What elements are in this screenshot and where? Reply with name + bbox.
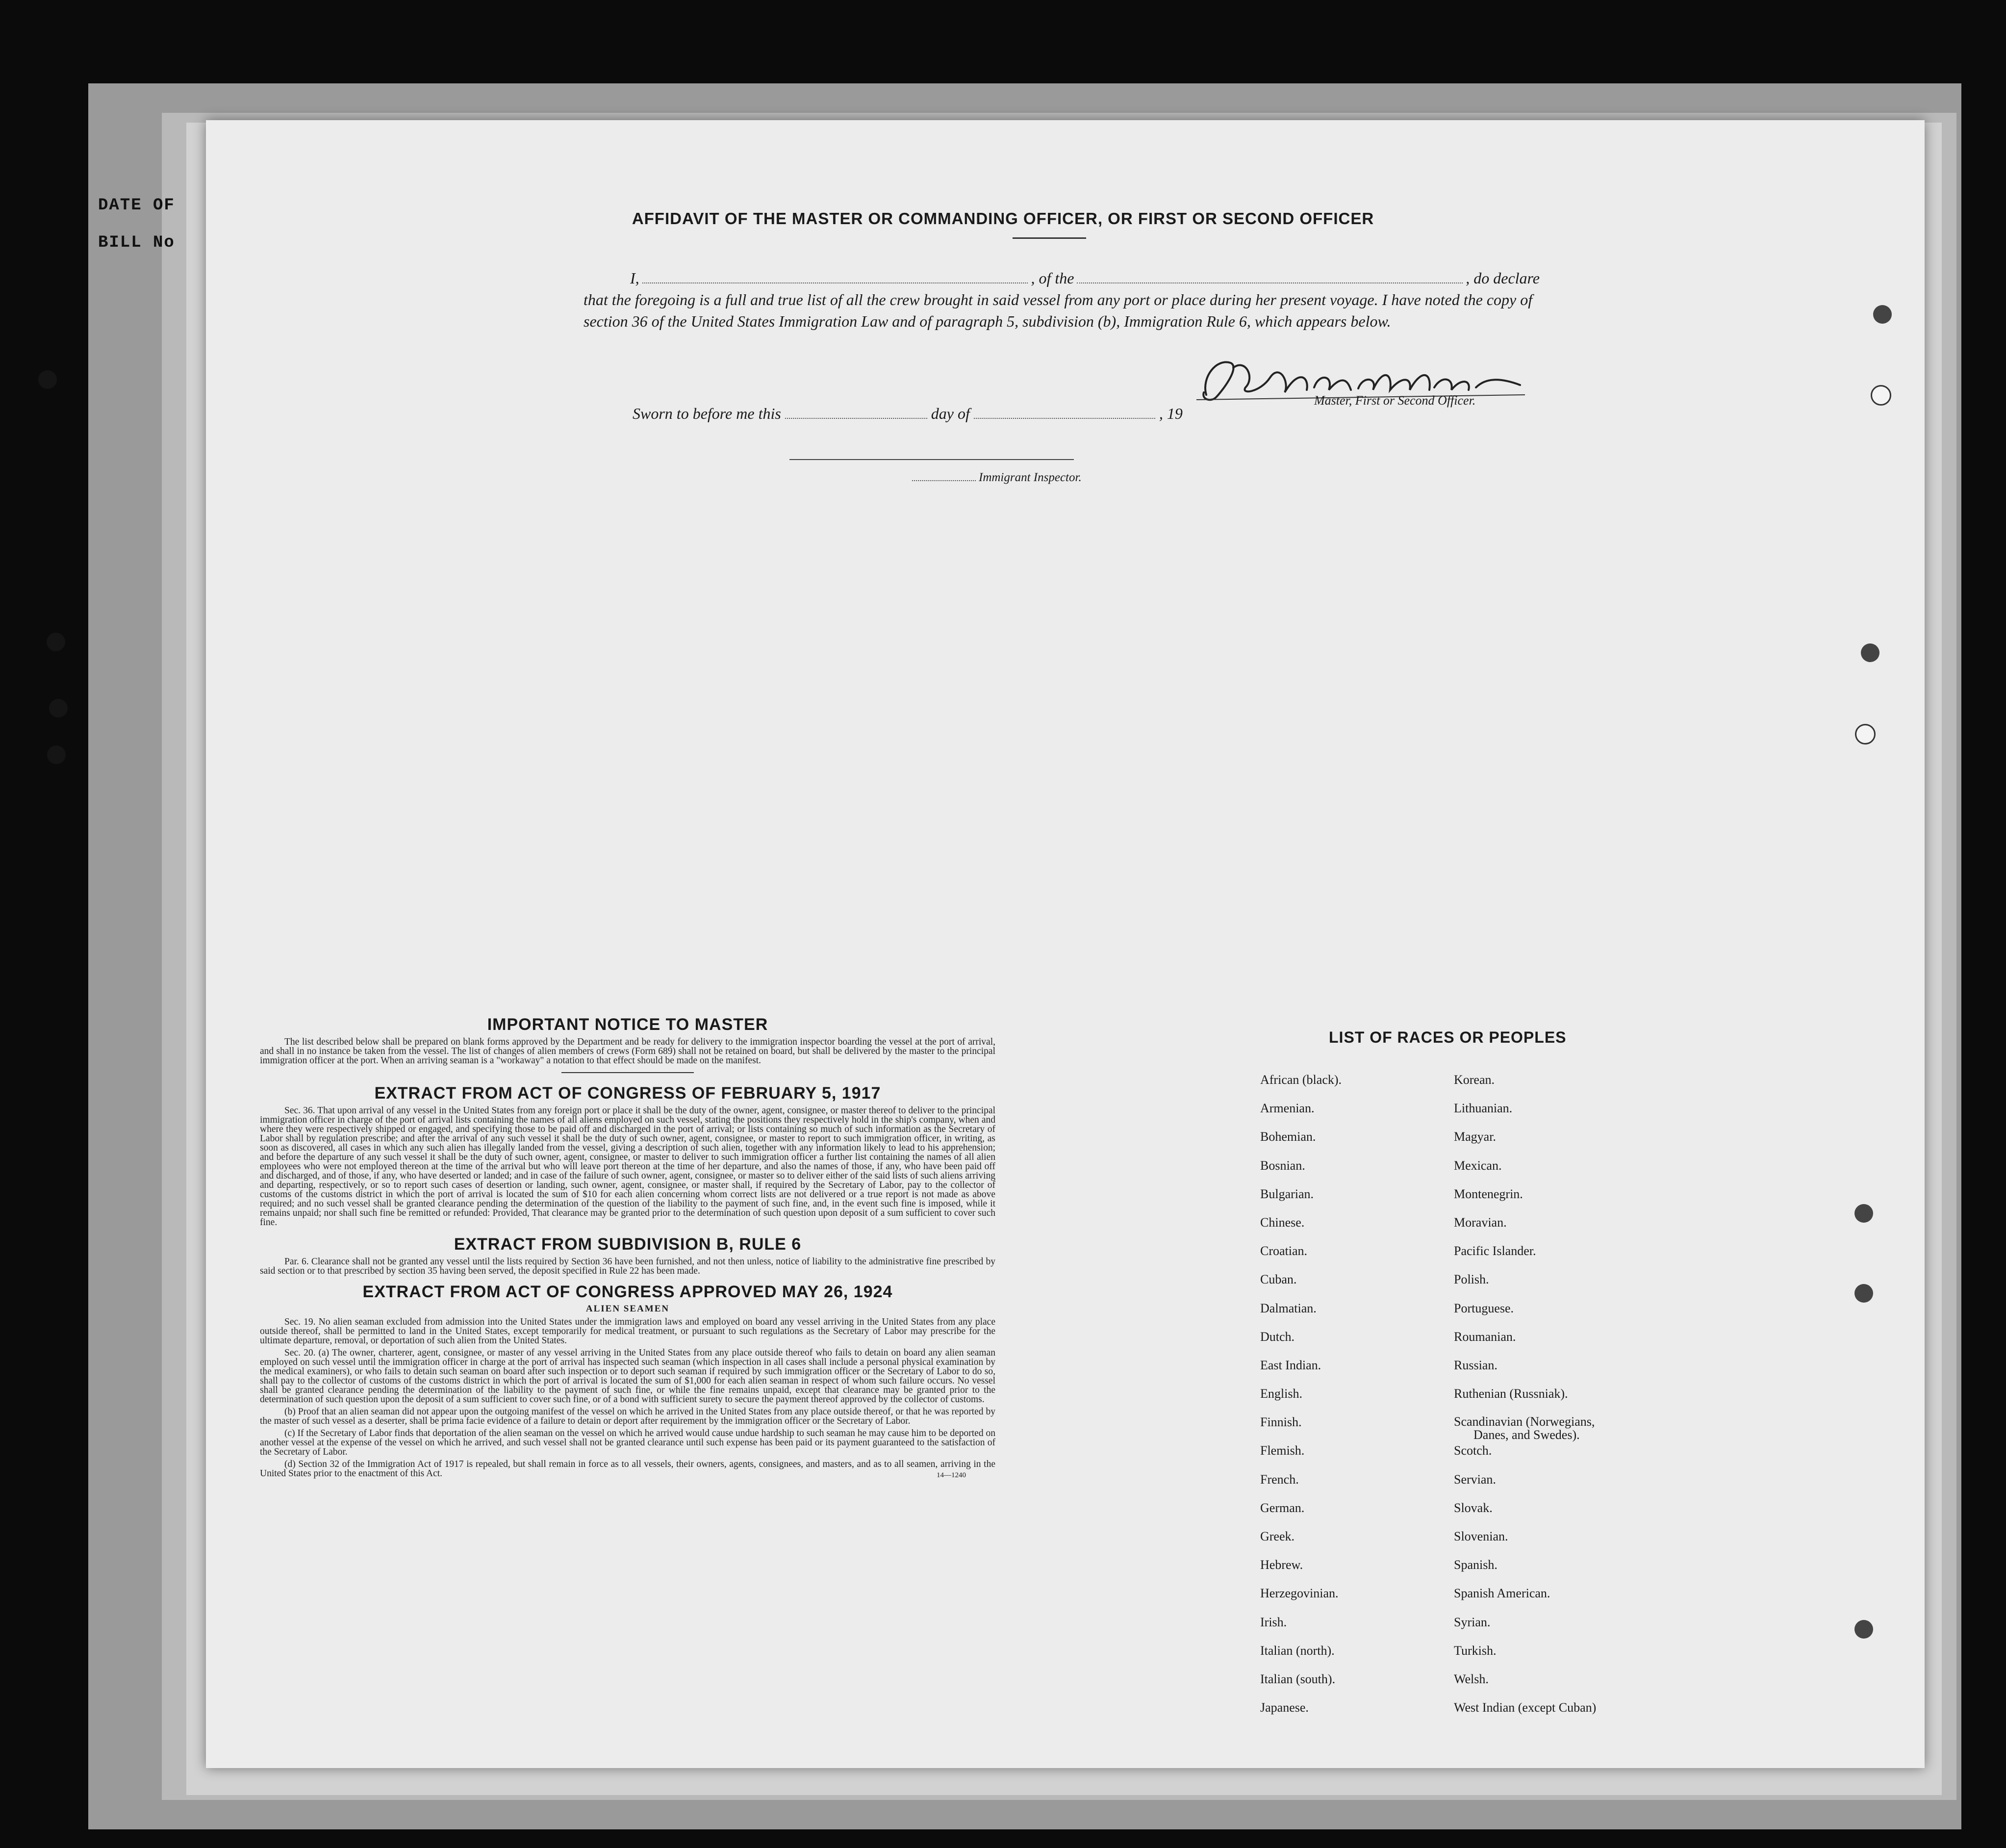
race-item: Welsh. <box>1454 1671 1489 1686</box>
punch-hole <box>47 745 66 764</box>
race-item-line: Danes, and Swedes). <box>1473 1428 1580 1442</box>
race-item: Dalmatian. <box>1260 1301 1317 1315</box>
race-item: Pacific Islander. <box>1454 1244 1536 1258</box>
race-item: English. <box>1260 1386 1302 1401</box>
race-item: Italian (south). <box>1260 1671 1336 1686</box>
race-item: Montenegrin. <box>1454 1186 1523 1201</box>
race-item: French. <box>1260 1472 1299 1487</box>
affidavit-title: AFFIDAVIT OF THE MASTER OR COMMANDING OFFICER, OR FIRST OR SECOND OFFICER <box>632 209 1374 228</box>
form-number: 14—1240 <box>937 1471 966 1479</box>
sworn-line <box>633 405 1250 423</box>
divider <box>561 1072 694 1073</box>
sworn-day-blank <box>785 407 927 419</box>
race-item: Turkish. <box>1454 1643 1497 1658</box>
extract-1917-text: Sec. 36. That upon arrival of any vessel in the United States from any foreign port or place it shall be the duty of the owner, agent, consignee, or master thereof to deliver to the principal immigration officer in charge of the port of arrival lists containing the names of all aliens employed on such vessel, stating the positions they respectively hold in the ship's company, when and where they were respectively shipped or engaged, and specifying those to be paid off and discharged in the port of arrival; or lists containing so much of such information as the Secretary of Labor shall by regulation prescribe; and after the arrival of any such vessel it shall be the duty of such owner, agent, consignee, or master to report to such immigration officer, in writing, as soon as discovered, all cases in which any such alien has illegally landed from the vessel, giving a description of such alien, together with any information likely to lead to his apprehension; and before the departure of any such vessel it shall be the duty of such owner, agent, consignee, or master to deliver to such immigration officer a further list containing the names of all alien employees who were not employed thereon at the time of the arrival but who will leave port thereon at the time of her departure, and also the names of those, if any, who have been paid off and discharged, and of those, if any, who have deserted or landed; and in case of the failure of such owner, agent, consignee, or master so to deliver either of the said lists of such aliens arriving and departing, respectively, or so to report such cases of desertion or landing, such owner, agent, consignee, or master shall, if required by the Secretary of Labor, pay to the collector of customs of the customs district in which the port of arrival is located the sum of $10 for each alien concerning whom correct lists are not delivered or a true report is not made as above required; and no such vessel shall be granted clearance pending the determination of the question of the liability to the payment of such fine, and, in the event such fine is imposed, while it remains unpaid; nor shall such fine be remitted or refunded: Provided, That clearance may be granted prior to the determination of such question upon deposit of a sum sufficient to cover such fine. <box>260 1105 995 1228</box>
underlying-page-fragment <box>98 196 175 271</box>
race-item: Hebrew. <box>1260 1558 1303 1572</box>
vessel-blank <box>1077 272 1463 283</box>
divider <box>1013 237 1086 239</box>
sec-19-text: Sec. 19. No alien seaman excluded from admission into the United States under the immigration laws and employed on board any vessel arriving in the United States from any place outside thereof, shall be permitted to land in the United States, except temporarily for medical treatment, or pursuant to such regulations as the Secretary of Labor may prescribe for the ultimate departure, removal, or deportation of such alien from the United States. <box>260 1317 995 1346</box>
declaration-block <box>584 267 1540 332</box>
extract-1924-heading: EXTRACT FROM ACT OF CONGRESS APPROVED MAY 26, 1924 <box>362 1283 893 1301</box>
sworn-label: Sworn to before me this <box>633 405 781 422</box>
races-right-column <box>1454 1073 1596 1729</box>
fragment-date-label: DATE OF <box>98 196 175 215</box>
race-item: Chinese. <box>1260 1215 1305 1230</box>
sec-20b-text: (b) Proof that an alien seaman did not appear upon the outgoing manifest of the vessel on which he arrived in the United States from any place outside thereof, or that he was reported by the master of such vessel as a deserter, shall be prima facie evidence of a failure to detain or deport after requirement by the immigration officer or the Secretary of Labor. <box>260 1407 995 1426</box>
race-item: Moravian. <box>1454 1215 1507 1230</box>
notice-heading: IMPORTANT NOTICE TO MASTER <box>487 1015 768 1034</box>
race-item: Japanese. <box>1260 1700 1309 1715</box>
do-declare-label: , do declare <box>1466 269 1540 287</box>
race-item: Herzegovinian. <box>1260 1586 1339 1601</box>
extract-rule6-text: Par. 6. Clearance shall not be granted any vessel until the lists required by Section 36 have been furnished, and not then unless, notice of liability to the administrative fine prescribed by said section or to that prescribed by section 35 having been served, the deposit specified in Rule 22 has been made. <box>260 1257 995 1276</box>
inspector-signature-line <box>789 459 1074 460</box>
race-item: Cuban. <box>1260 1272 1297 1287</box>
day-of-label: day of <box>931 405 970 422</box>
race-item: Lithuanian. <box>1454 1101 1513 1116</box>
punch-hole <box>1854 1204 1873 1223</box>
race-item: Armenian. <box>1260 1101 1315 1116</box>
punch-hole <box>1873 305 1892 324</box>
punch-hole <box>1861 643 1879 662</box>
extract-rule6-heading: EXTRACT FROM SUBDIVISION B, RULE 6 <box>454 1235 802 1254</box>
race-item: Portuguese. <box>1454 1301 1514 1315</box>
race-item: Korean. <box>1454 1073 1495 1087</box>
race-item: Bulgarian. <box>1260 1186 1314 1201</box>
races-left-column <box>1260 1073 1342 1729</box>
i-label: I, <box>630 269 639 287</box>
race-item: Croatian. <box>1260 1244 1308 1258</box>
race-item: Flemish. <box>1260 1443 1305 1458</box>
punch-hole <box>1855 724 1876 744</box>
signature-caption: Master, First or Second Officer. <box>1314 393 1476 408</box>
race-item: African (black). <box>1260 1073 1342 1087</box>
sec-20d-text: (d) Section 32 of the Immigration Act of 1917 is repealed, but shall remain in force as to all vessels, their owners, agents, consignees, and masters, and as to all seamen, arriving in the United States prior to the enactment of this Act. <box>260 1459 995 1479</box>
race-item: Italian (north). <box>1260 1643 1335 1658</box>
race-item: Ruthenian (Russniak). <box>1454 1386 1568 1401</box>
affidavit-page <box>206 120 1925 1768</box>
of-the-label: , of the <box>1031 269 1074 287</box>
sec-20c-text: (c) If the Secretary of Labor finds that deportation of the alien seaman on the vessel on which he arrived would cause undue hardship to such seaman he may cause him to be deported on another vessel at the expense of the vessel on which he arrived, and such vessel shall not be granted clearance until such expense has been paid or its payment guaranteed to the satisfaction of the Secretary of Labor. <box>260 1428 995 1457</box>
punch-hole <box>1854 1620 1873 1639</box>
race-item: Irish. <box>1260 1615 1287 1629</box>
race-item: Dutch. <box>1260 1329 1295 1344</box>
race-item-line: Scandinavian (Norwegians, <box>1454 1414 1595 1429</box>
fragment-bill-label: BILL No <box>98 233 175 252</box>
race-item: Russian. <box>1454 1358 1498 1372</box>
race-item: Spanish. <box>1454 1558 1498 1572</box>
punch-hole <box>1871 385 1891 406</box>
declaration-text: that the foregoing is a full and true list of all the crew brought in said vessel from any port or place during her present voyage. I have noted the copy of section 36 of the United States Immigration Law and of paragraph 5, subdivision (b), Immigration Rule 6, which appears below. <box>584 291 1533 330</box>
race-item: Syrian. <box>1454 1615 1491 1629</box>
punch-hole <box>49 699 68 718</box>
race-item: Scotch. <box>1454 1443 1492 1458</box>
race-item: West Indian (except Cuban) <box>1454 1700 1597 1715</box>
race-item: East Indian. <box>1260 1358 1321 1372</box>
race-item: Mexican. <box>1454 1158 1502 1173</box>
races-heading: LIST OF RACES OR PEOPLES <box>1329 1028 1567 1046</box>
punch-hole <box>47 633 65 651</box>
sworn-month-blank <box>974 407 1155 419</box>
alien-seamen-heading: ALIEN SEAMEN <box>585 1304 670 1314</box>
race-item: Greek. <box>1260 1529 1295 1543</box>
race-item: Magyar. <box>1454 1129 1496 1144</box>
name-blank <box>642 272 1028 283</box>
race-item-scandinavian <box>1454 1415 1596 1443</box>
race-item: Roumanian. <box>1454 1329 1516 1344</box>
year-label: , 19 <box>1159 405 1183 422</box>
race-item: Slovenian. <box>1454 1529 1508 1543</box>
race-item: Finnish. <box>1260 1415 1302 1430</box>
race-item: Servian. <box>1454 1472 1496 1487</box>
race-item: Bosnian. <box>1260 1158 1305 1173</box>
sec-20a-text: Sec. 20. (a) The owner, charterer, agent, consignee, or master of any vessel arriving in the United States from any place outside thereof who fails to detain on board any alien seaman employed on such vessel until the immigration officer in charge at the port of arrival has inspected such seaman (which inspection in all cases shall include a personal physical examination by the medical examiners), or who fails to detain such seaman on board after such inspection or to deport such seaman if required by such immigration officer or the Secretary of Labor to do so, shall pay to the collector of customs of the customs district in which the port of arrival is located the sum of $1,000 for each alien seaman in respect of whom such failure occurs. No vessel shall be granted clearance pending the determination of the liability to the payment of such fine, or while the fine remains unpaid, except that clearance may be granted prior to the determination of such question upon the deposit of a sum sufficient to cover such fine, or of a bond with sufficient surety to secure the payment thereof approved by the collector of customs. <box>260 1348 995 1405</box>
inspector-caption: Immigrant Inspector. <box>912 471 1082 485</box>
race-item: Spanish American. <box>1454 1586 1550 1601</box>
notice-text: The list described below shall be prepared on blank forms approved by the Department and be ready for delivery to the immigration inspector boarding the vessel at the port of arrival, and shall in no instance be taken from the vessel. The list of changes of alien members of crews (Form 689) shall not be retained on board, but shall be delivered by the master to the principal immigration officer at the port. When an arriving seaman is a "workaway" a notation to that effect should be made on the manifest. <box>260 1037 995 1066</box>
punch-hole <box>1854 1284 1873 1303</box>
declaration-first-line <box>584 267 1540 289</box>
race-item: Polish. <box>1454 1272 1489 1287</box>
punch-hole <box>38 370 57 389</box>
race-item: Bohemian. <box>1260 1129 1316 1144</box>
race-item: German. <box>1260 1500 1305 1515</box>
legal-notices <box>260 1015 995 1480</box>
race-item: Slovak. <box>1454 1500 1493 1515</box>
extract-1917-heading: EXTRACT FROM ACT OF CONGRESS OF FEBRUARY 5, 1917 <box>374 1084 881 1103</box>
